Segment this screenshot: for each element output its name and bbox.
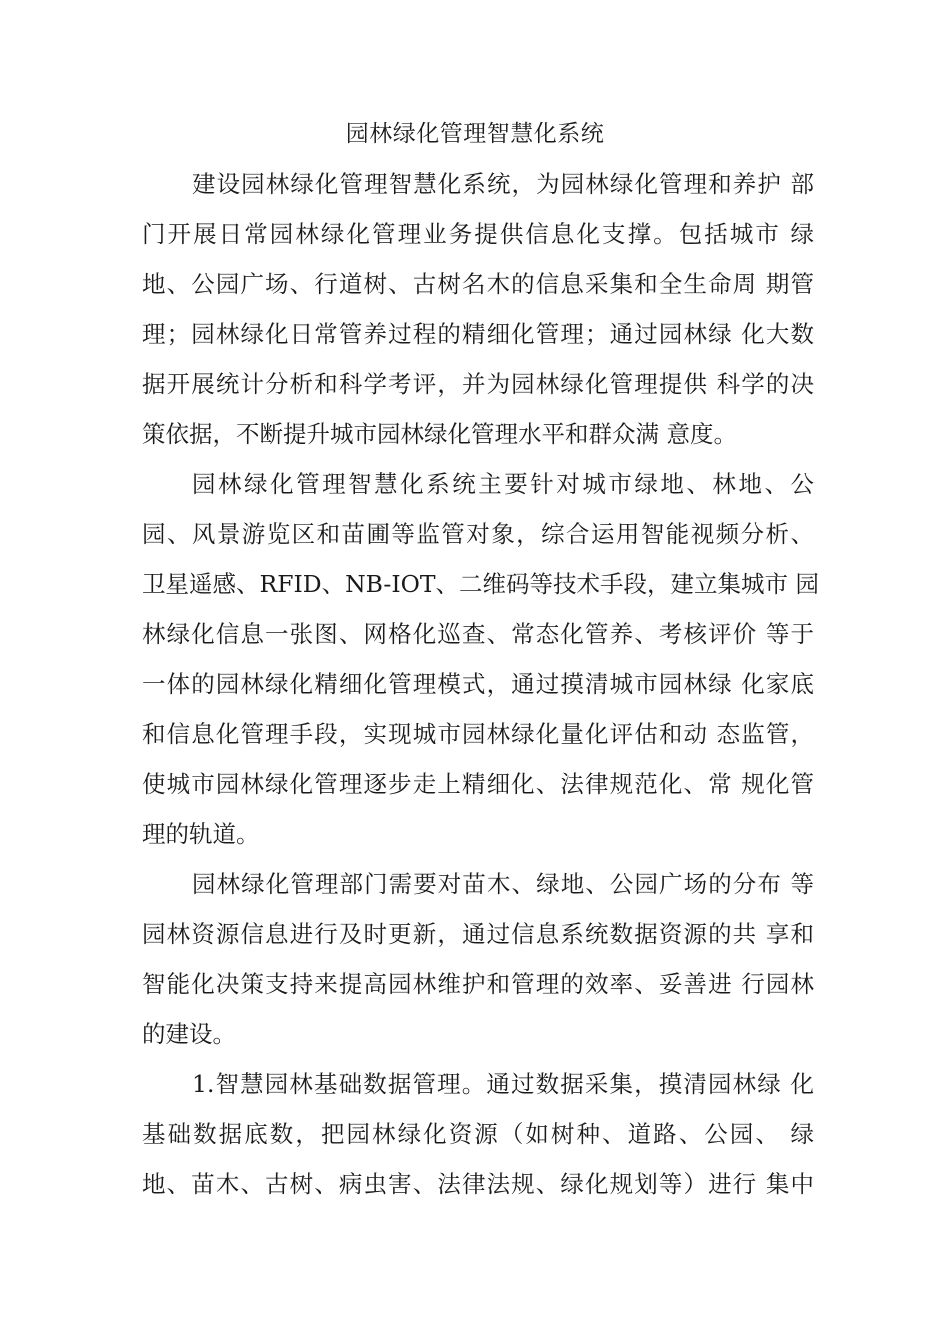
paragraph-2-line-4: 林绿化信息一张图、网格化巡查、常态化管养、考核评价 等于 <box>142 620 814 648</box>
paragraph-1-line-3: 地、公园广场、行道树、古树名木的信息采集和全生命周 期管 <box>142 270 814 298</box>
paragraph-1-line-2: 门开展日常园林绿化管理业务提供信息化支撑。包括城市 绿 <box>142 220 814 248</box>
paragraph-2-line-5: 一体的园林绿化精细化管理模式，通过摸清城市园林绿 化家底 <box>142 670 814 698</box>
paragraph-3-line-4: 的建设。 <box>142 1020 236 1048</box>
paragraph-2-line-2: 园、风景游览区和苗圃等监管对象，综合运用智能视频分析、 <box>142 520 814 548</box>
paragraph-2-line-6: 和信息化管理手段，实现城市园林绿化量化评估和动 态监管， <box>142 720 814 748</box>
paragraph-2-line-8: 理的轨道。 <box>142 820 260 848</box>
paragraph-4-line-3: 地、苗木、古树、病虫害、法律法规、绿化规划等）进行 集中 <box>142 1170 814 1198</box>
paragraph-1-line-1: 建设园林绿化管理智慧化系统，为园林绿化管理和养护 部 <box>192 170 814 198</box>
paragraph-3-line-2: 园林资源信息进行及时更新，通过信息系统数据资源的共 享和 <box>142 920 814 948</box>
paragraph-4-line-1: 1.智慧园林基础数据管理。通过数据采集，摸清园林绿 化 <box>192 1070 814 1098</box>
paragraph-4-line-2: 基础数据底数，把园林绿化资源（如树种、道路、公园、 绿 <box>142 1120 814 1148</box>
paragraph-3-line-3: 智能化决策支持来提高园林维护和管理的效率、妥善进 行园林 <box>142 970 814 998</box>
document-title: 园林绿化管理智慧化系统 <box>345 121 605 147</box>
paragraph-3-line-1: 园林绿化管理部门需要对苗木、绿地、公园广场的分布 等 <box>192 870 814 898</box>
paragraph-1-line-5: 据开展统计分析和科学考评，并为园林绿化管理提供 科学的决 <box>142 370 814 398</box>
paragraph-2-line-3: 卫星遥感、RFID、NB-IOT、二维码等技术手段，建立集城市 园 <box>142 570 820 598</box>
paragraph-2-line-1: 园林绿化管理智慧化系统主要针对城市绿地、林地、公 <box>192 470 814 498</box>
paragraph-1-line-4: 理；园林绿化日常管养过程的精细化管理；通过园林绿 化大数 <box>142 320 814 348</box>
paragraph-1-line-6: 策依据，不断提升城市园林绿化管理水平和群众满 意度。 <box>142 420 737 448</box>
paragraph-2-line-7: 使城市园林绿化管理逐步走上精细化、法律规范化、常 规化管 <box>142 770 814 798</box>
